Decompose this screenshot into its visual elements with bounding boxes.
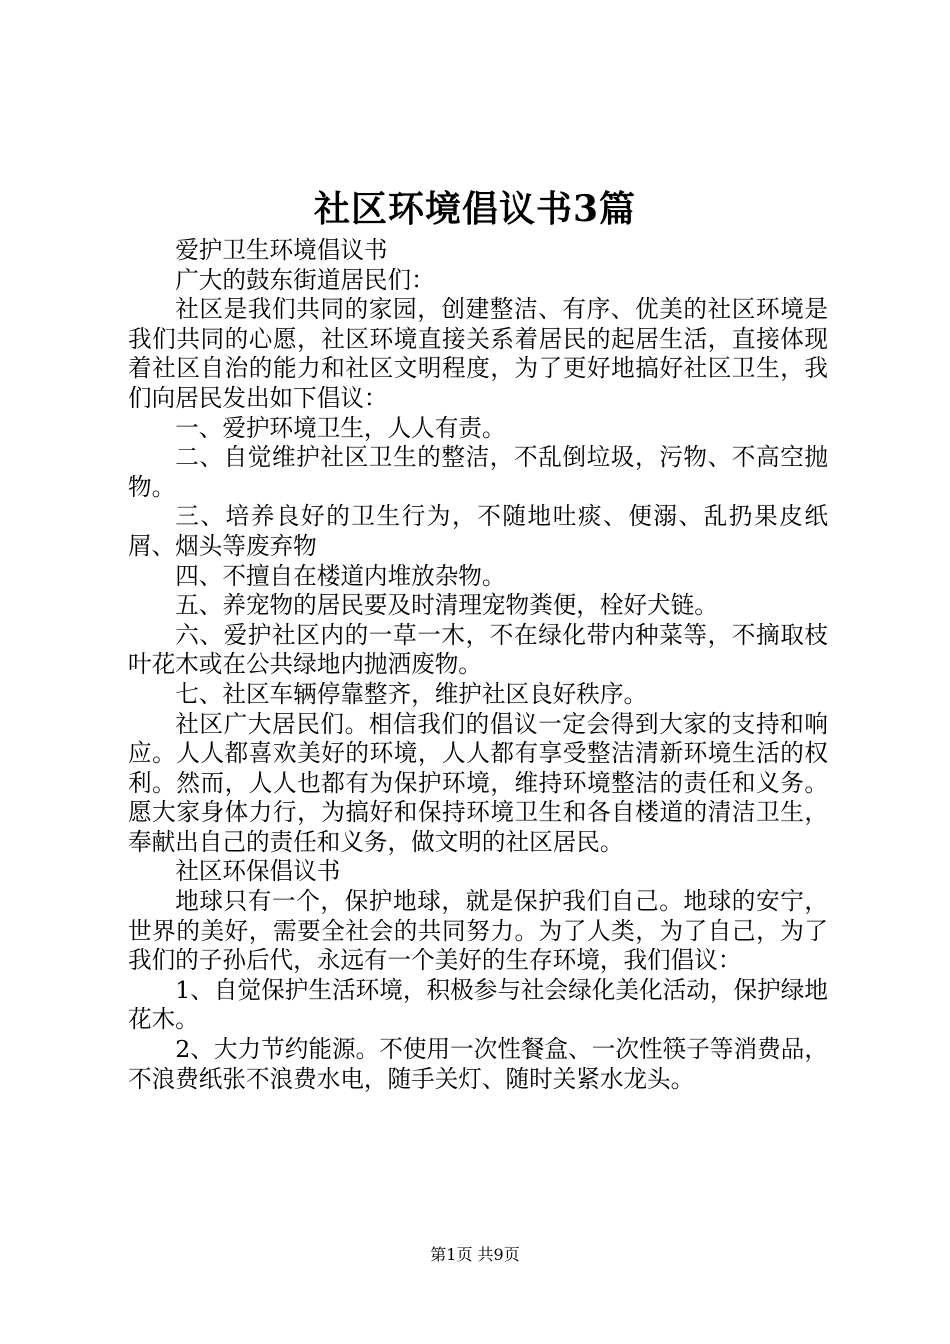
document-title: 社区环境倡议书3篇 <box>313 188 637 230</box>
proposal-item-6: 六、爱护社区内的一草一木，不在绿化带内种菜等，不摘取枝叶花木或在公共绿地内抛洒废物。 <box>128 620 828 679</box>
environment-item-2: 2、大力节约能源。不使用一次性餐盒、一次性筷子等消费品，不浪费纸张不浪费水电，随手关灯、随时关紧水龙头。 <box>128 1035 828 1093</box>
proposal-item-4: 四、不擅自在楼道内堆放杂物。 <box>175 561 506 590</box>
section-heading-environment: 社区环保倡议书 <box>175 857 341 886</box>
environment-intro-paragraph: 地球只有一个，保护地球，就是保护我们自己。地球的安宁，世界的美好，需要全社会的共同努力。为了人类，为了自己，为了我们的子孙后代，永远有一个美好的生存环境，我们倡议： <box>128 887 828 975</box>
section-heading-hygiene: 爱护卫生环境倡议书 <box>175 236 388 264</box>
proposal-item-3: 三、培养良好的卫生行为，不随地吐痰、便溺、乱扔果皮纸屑、烟头等废弃物 <box>128 502 828 560</box>
page-number-footer: 第1页 共9页 <box>430 1245 520 1264</box>
proposal-item-7: 七、社区车辆停靠整齐，维护社区良好秩序。 <box>175 679 648 708</box>
proposal-item-5: 五、养宠物的居民要及时清理宠物粪便，栓好犬链。 <box>175 591 718 620</box>
closing-paragraph: 社区广大居民们。相信我们的倡议一定会得到大家的支持和响应。人人都喜欢美好的环境，人人都有享受整洁清新环境生活的权利。然而，人人也都有为保护环境，维持环境整洁的责任和义务。愿大家身体力行，为搞好和保持环境卫生和各自楼道的清洁卫生，奉献出自己的责任和义务，做文明的社区居民。 <box>128 709 828 856</box>
salutation: 广大的鼓东街道居民们： <box>175 265 435 294</box>
proposal-item-2: 二、自觉维护社区卫生的整洁，不乱倒垃圾，污物、不高空抛物。 <box>128 443 828 501</box>
proposal-item-1: 一、爱护环境卫生，人人有责。 <box>175 413 506 442</box>
environment-item-1: 1、自觉保护生活环境，积极参与社会绿化美化活动，保护绿地花木。 <box>128 975 828 1034</box>
document-body <box>128 236 828 1094</box>
intro-paragraph: 社区是我们共同的家园，创建整洁、有序、优美的社区环境是我们共同的心愿，社区环境直接关系着居民的起居生活，直接体现着社区自治的能力和社区文明程度，为了更好地搞好社区卫生，我们向居民发出如下倡议： <box>128 295 828 412</box>
